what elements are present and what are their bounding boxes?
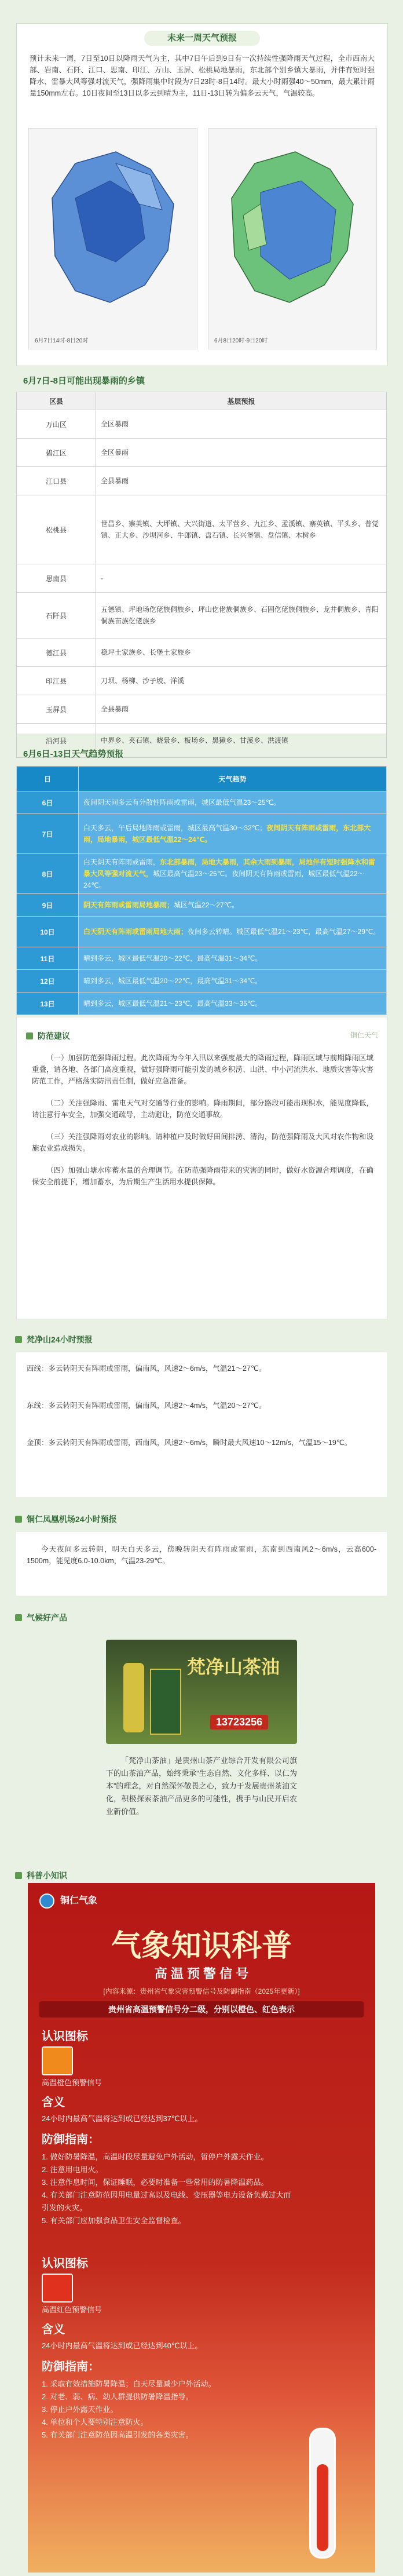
advice-paragraph: （二）关注强降雨、雷电天气对交通等行业的影响。降雨期间，部分路段可能出现积水，能见度降低，请注意行车安全，加强交通疏导，主动避让，防范交通事故。 bbox=[32, 1099, 373, 1119]
trend-row bbox=[17, 814, 387, 854]
poster-brand bbox=[39, 1892, 97, 1910]
trend-text: 晴到多云，城区最低气温21～23℃，最高气温33～35℃。 bbox=[83, 999, 262, 1008]
trend-text bbox=[79, 970, 387, 993]
guide-item: 2. 对老、弱、病、幼人群提供防暑降温指导。 bbox=[42, 2392, 193, 2401]
rain-county: 印江县 bbox=[17, 667, 96, 695]
trend-col-text: 天气趋势 bbox=[79, 767, 387, 791]
trend-text bbox=[79, 814, 387, 854]
trend-col-day: 日 bbox=[17, 767, 79, 791]
airport-text: 今天夜间多云转阴，明天白天多云，傍晚转阴天有阵雨或雷雨，东南到西南风2～6m/s，云高600-1500m，能见度6.0-10.0km，气温23-29℃。 bbox=[27, 1545, 376, 1565]
thermometer-icon bbox=[309, 2428, 336, 2559]
rain-county: 碧江区 bbox=[17, 439, 96, 467]
trend-day: 12日 bbox=[17, 970, 79, 993]
poster-source: [内容来源：贵州省气象灾害预警信号及防御指南（2025年更新）] bbox=[103, 1987, 300, 1995]
poster-levels: 贵州省高温预警信号分二级，分别以橙色、红色表示 bbox=[39, 2001, 364, 2017]
rain-row bbox=[17, 410, 387, 439]
red-meaning: 24小时内最高气温将达到或已经达到40℃以上。 bbox=[42, 2341, 203, 2350]
trend-text bbox=[79, 947, 387, 970]
goods-image bbox=[106, 1640, 297, 1744]
red-icon-title: 认识图标 bbox=[42, 2257, 88, 2270]
rain-row bbox=[17, 593, 387, 638]
trend-text bbox=[79, 854, 387, 894]
guide-item: 3. 停止户外露天作业。 bbox=[42, 2405, 118, 2414]
trend-warn: 夜间阴天有阵雨或雷雨，东北部大雨，局地暴雨，城区最低气温22～24℃。 bbox=[83, 824, 371, 844]
rain-forecast: 全区暴雨 bbox=[96, 439, 387, 467]
rain-row bbox=[17, 638, 387, 667]
trend-text: 白天阴天有阵雨或雷雨， bbox=[83, 858, 160, 866]
trend-row bbox=[17, 970, 387, 993]
red-warning-icon bbox=[42, 2274, 73, 2303]
trend-text bbox=[79, 791, 387, 814]
rain-county: 玉屏县 bbox=[17, 695, 96, 724]
orange-icon-title: 认识图标 bbox=[42, 2030, 88, 2043]
rain-forecast: - bbox=[96, 564, 387, 593]
trend-text bbox=[79, 993, 387, 1015]
rain-table-panel bbox=[16, 392, 387, 745]
guide-item: 2. 注意用电用火。 bbox=[42, 2165, 103, 2174]
trend-row bbox=[17, 894, 387, 917]
trend-text2: 城区最高气温23～25℃。夜间阴天有阵雨或雷雨，城区最低气温22～24℃。 bbox=[83, 870, 365, 889]
orange-meaning: 24小时内最高气温将达到或已经达到37℃以上。 bbox=[42, 2114, 203, 2123]
orange-guide-list bbox=[42, 2151, 366, 2227]
rain-forecast: 稳坪土家族乡、长堡土家族乡 bbox=[96, 638, 387, 667]
red-guide-title: 防御指南： bbox=[42, 2360, 100, 2373]
rain-forecast: 全县暴雨 bbox=[96, 695, 387, 724]
airport-panel bbox=[16, 1532, 387, 1596]
trend-row bbox=[17, 791, 387, 814]
trend-day: 10日 bbox=[17, 917, 79, 947]
rain-row bbox=[17, 667, 387, 695]
rain-county: 沿河县 bbox=[17, 724, 96, 758]
map-2-svg bbox=[208, 129, 376, 331]
science-poster bbox=[28, 1883, 375, 2573]
thermometer-fill bbox=[317, 2464, 328, 2551]
rain-county: 万山区 bbox=[17, 410, 96, 439]
rain-county: 江口县 bbox=[17, 467, 96, 495]
rain-county: 德江县 bbox=[17, 638, 96, 667]
trend-text: 晴到多云，城区最低气温20～22℃，最高气温31～34℃。 bbox=[83, 977, 262, 985]
rain-table-title: 6月7日-8日可能出现暴雨的乡镇 bbox=[23, 376, 145, 386]
trend-row bbox=[17, 993, 387, 1015]
goods-text: 「梵净山茶油」是贵州山茶产业综合开发有限公司旗下的山茶油产品，始终秉承“生态自然、文化多样、以仁为本”的理念，对自然深怀敬畏之心，致力于发展贵州茶油文化，积极探索茶油产品更多的可能性，携手与山民开启农业新价值。 bbox=[106, 1756, 297, 1816]
trend-text: 白天多云，午后局地阵雨或雷雨，城区最高气温30～32℃； bbox=[83, 824, 267, 832]
fjs-panel bbox=[16, 1352, 387, 1497]
advice-title: 防范建议 bbox=[23, 1029, 70, 1043]
trend-text bbox=[79, 917, 387, 947]
brand-logo-icon bbox=[39, 1893, 54, 1909]
rain-forecast: 全县暴雨 bbox=[96, 467, 387, 495]
rain-row bbox=[17, 467, 387, 495]
trend-text: 夜间阴天间多云有分散性阵雨或雷雨，城区最低气温23～25℃。 bbox=[83, 798, 281, 807]
guide-item: 4. 单位和个人要特别注意防火。 bbox=[42, 2418, 148, 2427]
guide-item: 1. 做好防暑降温，高温时段尽量避免户外活动，暂停户外露天作业。 bbox=[42, 2152, 269, 2161]
trend-day: 6日 bbox=[17, 791, 79, 814]
trend-row bbox=[17, 947, 387, 970]
trend-text2: 夜间多云转晴。城区最低气温21～23℃，最高气温27～29℃。 bbox=[188, 928, 380, 936]
orange-guide-title: 防御指南： bbox=[42, 2133, 100, 2146]
map-1-svg bbox=[29, 129, 197, 331]
trend-day: 8日 bbox=[17, 854, 79, 894]
trend-text: 晴到多云，城区最低气温20～22℃，最高气温31～34℃。 bbox=[83, 954, 262, 962]
advice-paragraph: （一）加强防范强降雨过程。此次降雨为今年入汛以来强度最大的降雨过程，降雨区域与前期降雨区域重叠，请各地、各部门高度重视，做好强降雨可能引发的城乡积涝、山洪、中小河流洪水、地质灾害等灾害防范工作，严格落实防汛责任制，做好应急准备。 bbox=[32, 1054, 373, 1085]
week-intro: 预计未来一周，7日至10日以降雨天气为主，其中7日午后到9日有一次持续性强降雨天气过程，全市西南大部、岩南、石阡、江口、思南、印江、万山、玉屏、松桃局地暴雨，东北部个别乡镇大暴雨，并伴有短时强降水、雷暴大风等强对流天气，强降雨集中时段为7日23时-8日14时。最大小时雨强40～50mm，最大累计雨量150mm左右。10日夜间至13日以多云到晴为主，11日-13日转为偏多云天气，气温较高。 bbox=[30, 54, 375, 97]
fjs-east: 东线：多云转阴天有阵雨或雷雨，偏南风，风速2～4m/s，气温20～27℃。 bbox=[27, 1402, 266, 1410]
trend-warn: 白天阴天有阵雨或雷雨局地大雨； bbox=[83, 928, 188, 936]
orange-warning-icon bbox=[42, 2046, 73, 2075]
trend-text2: 城区气温22～27℃。 bbox=[174, 901, 239, 909]
rain-col-county: 区县 bbox=[17, 392, 96, 410]
rain-forecast: 刀坝、杨柳、沙子坡、洋溪 bbox=[96, 667, 387, 695]
fjs-top: 金顶：多云转阴天有阵雨或雷雨，西南风，风速2～6m/s，瞬时最大风速10～12m/s，气温15～19℃。 bbox=[27, 1439, 352, 1447]
rain-row bbox=[17, 564, 387, 593]
guide-item: 3. 注意作息时间，保证睡眠，必要时准备一些常用的防暑降温药品。 bbox=[42, 2178, 269, 2187]
poster-headline: 气象知识科普 bbox=[111, 1929, 292, 1963]
trend-row bbox=[17, 854, 387, 894]
goods-bottle bbox=[123, 1663, 144, 1732]
week-title: 未来一周天气预报 bbox=[144, 31, 260, 46]
science-title: 科普小知识 bbox=[12, 1869, 67, 1882]
week-forecast-panel bbox=[16, 23, 388, 366]
guide-item: 5. 有关部门注意防范因高温引发的各类灾害。 bbox=[42, 2431, 193, 2439]
goods-image-title: 梵净山茶油 bbox=[187, 1656, 280, 1677]
trend-text bbox=[79, 894, 387, 917]
orange-meaning-title: 含义 bbox=[42, 2096, 65, 2109]
trend-day: 7日 bbox=[17, 814, 79, 854]
rain-col-forecast: 基层预报 bbox=[96, 392, 387, 410]
rain-forecast: 全区暴雨 bbox=[96, 410, 387, 439]
guide-item: 5. 有关部门应加强食品卫生安全监督检查。 bbox=[42, 2216, 186, 2225]
trend-table-title: 6月6日-13日天气趋势预报 bbox=[23, 749, 124, 759]
map-1-caption: 6月7日14时-8日20时 bbox=[35, 338, 89, 344]
rain-row bbox=[17, 439, 387, 467]
goods-box bbox=[150, 1669, 181, 1735]
red-meaning-title: 含义 bbox=[42, 2323, 65, 2336]
rain-row bbox=[17, 695, 387, 724]
trend-day: 9日 bbox=[17, 894, 79, 917]
orange-name: 高温橙色预警信号 bbox=[42, 2078, 102, 2087]
goods-title: 气候好产品 bbox=[12, 1611, 67, 1625]
rain-map-2 bbox=[208, 128, 377, 349]
advice-paragraph: （四）加强山塘水库蓄水量的合理调节。在防范强降雨带来的灾害的同时，做好水资源合理调度，在确保安全前提下，增加蓄水，为后期生产生活用水提供保障。 bbox=[32, 1166, 373, 1186]
trend-table-panel bbox=[16, 766, 387, 1008]
rain-county: 思南县 bbox=[17, 564, 96, 593]
advice-tag: 铜仁天气 bbox=[350, 1031, 378, 1039]
rain-forecast: 中界乡、夹石镇、晓景乡、板场乡、黑獭乡、甘溪乡、洪渡镇 bbox=[96, 724, 387, 758]
goods-hotline: 13723256 bbox=[210, 1715, 268, 1730]
guide-item: 4. 有关部门注意防范因用电量过高以及电线、变压器等电力设备负载过大而引发的火灾。 bbox=[42, 2191, 291, 2212]
rain-county: 石阡县 bbox=[17, 593, 96, 638]
trend-table bbox=[16, 766, 387, 1015]
trend-warn: 东北部暴雨，局地大暴雨，其余大雨到暴雨，局地伴有短时强降水和雷暴大风等强对流天气， bbox=[83, 858, 376, 878]
advice-list bbox=[32, 1052, 373, 1198]
trend-row bbox=[17, 917, 387, 947]
rain-forecast: 世昌乡、寨英镇、大坪镇、大兴街道、太平营乡、九江乡、孟溪镇、寨英镇、平头乡、普觉镇、正大乡、沙坝河乡、牛郎镇、盘石镇、长兴堡镇、盘信镇、木树乡 bbox=[96, 495, 387, 564]
advice-panel bbox=[16, 1017, 388, 1319]
goods-panel bbox=[16, 1628, 387, 1860]
rain-row bbox=[17, 495, 387, 564]
airport-title: 铜仁凤凰机场24小时预报 bbox=[12, 1512, 117, 1526]
map-2-caption: 6月8日20时-9日20时 bbox=[214, 338, 268, 344]
trend-warn: 阴天有阵雨或雷雨局地暴雨； bbox=[83, 901, 174, 909]
advice-paragraph: （三）关注强降雨对农业的影响。请种植户及时做好田间排涝、清沟，防范强降雨及大风对农作物和设施农业造成损失。 bbox=[32, 1133, 373, 1152]
trend-day: 13日 bbox=[17, 993, 79, 1015]
rain-forecast: 五德镇、坪地场仡佬族侗族乡、坪山仡佬族侗族乡、石固仡佬族侗族乡、龙井侗族乡、青阳侗族苗族仡佬族乡 bbox=[96, 593, 387, 638]
rain-map-1 bbox=[28, 128, 197, 349]
rain-table bbox=[16, 392, 387, 758]
poster-brand-text: 铜仁气象 bbox=[60, 1896, 98, 1906]
poster-subtitle: 高 温 预 警 信 号 bbox=[154, 1966, 249, 1981]
fjs-title: 梵净山24小时预报 bbox=[12, 1333, 93, 1347]
red-name: 高温红色预警信号 bbox=[42, 2305, 102, 2314]
guide-item: 1. 采取有效措施防暑降温；白天尽量减少户外活动。 bbox=[42, 2380, 216, 2388]
trend-day: 11日 bbox=[17, 947, 79, 970]
rain-county: 松桃县 bbox=[17, 495, 96, 564]
fjs-west: 西线：多云转阴天有阵雨或雷雨，偏南风，风速2～6m/s，气温21～27℃。 bbox=[27, 1364, 266, 1373]
